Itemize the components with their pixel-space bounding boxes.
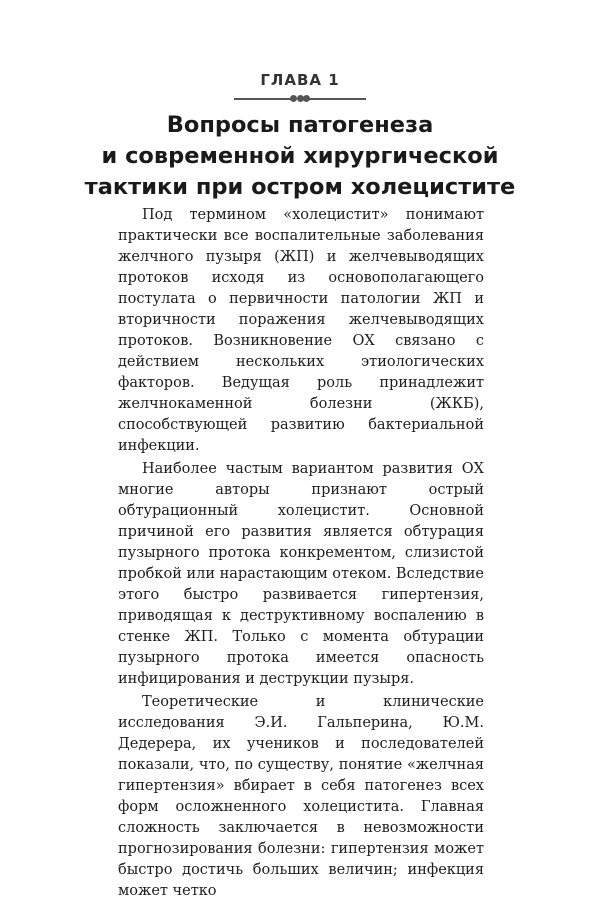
ornament-line-left xyxy=(234,98,292,100)
body-text xyxy=(118,205,484,902)
chapter-label: ГЛАВА 1 xyxy=(260,71,340,89)
divider-ornament-icon xyxy=(234,95,366,103)
ornament-dot-left xyxy=(290,95,297,102)
chapter-title-line-3: тактики при остром холецистите xyxy=(84,174,516,200)
chapter-title-line-1: Вопросы патогенеза xyxy=(166,112,434,138)
chapter-title xyxy=(0,110,600,203)
paragraph-1: Под термином «холецистит» понимают практически все воспалительные заболевания желчного пузыря (ЖП) и желчевыводящих протоков исходя из основополагающего постулата о первичности патологии ЖП и вторичности поражения желчевыводящих протоков. Возникновение ОХ связано с действием нескольких этиологических факторов. Ведущая роль принадлежит желчнокаменной болезни (ЖКБ), способствующей развитию бактериальной инфекции. xyxy=(118,207,484,454)
paragraph-2: Наиболее частым вариантом развития ОХ многие авторы признают острый обтурационный холецистит. Основной причиной его развития является обтурация пузырного протока конкрементом, слизистой пробкой или нарастающим отеком. Вследствие этого быстро развивается гипертензия, приводящая к деструктивному воспалению в стенке ЖП. Только с момента обтурации пузырного протока имеется опасность инфицирования и деструкции пузыря. xyxy=(118,461,484,687)
chapter-title-line-2: и современной хирургической xyxy=(101,143,499,169)
paragraph-3: Теоретические и клинические исследования Э.И. Гальперина, Ю.М. Дедерера, их учеников и последователей показали, что, по существу, понятие «желчная гипертензия» вбирает в себя патогенез всех форм осложненного холецистита. Главная сложность заключается в невозможности прогнозирования болезни: гипертензия может быстро достичь больших величин; инфекция может четко xyxy=(118,694,484,899)
ornament-line-right xyxy=(308,98,366,100)
